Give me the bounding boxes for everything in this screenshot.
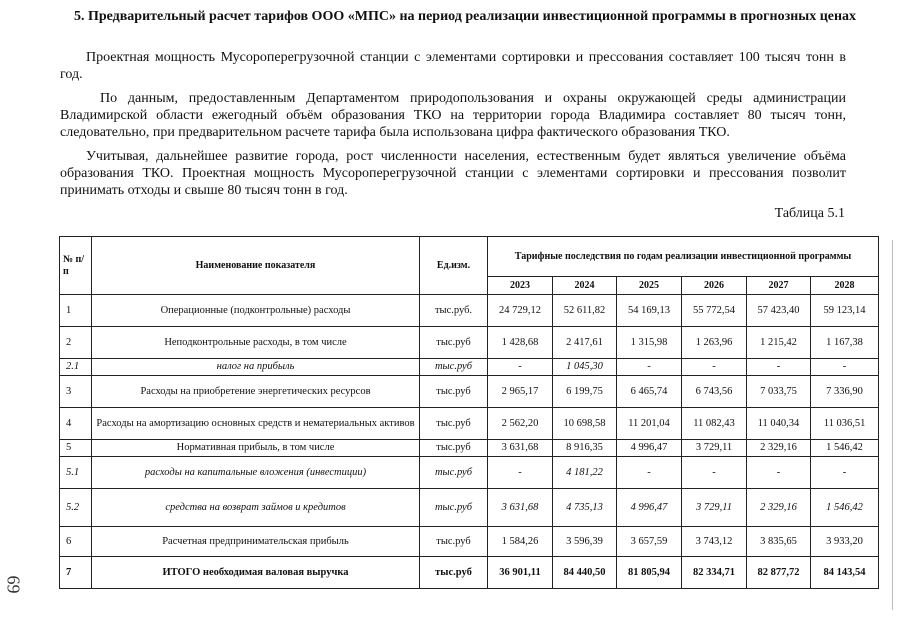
row-value: -	[747, 359, 811, 376]
scan-edge-line	[892, 240, 893, 610]
row-value: 82 877,72	[747, 557, 811, 589]
table-row	[60, 376, 879, 408]
header-unit: Ед.изм.	[420, 237, 488, 295]
row-value: 6 743,56	[682, 376, 747, 408]
row-value: 3 835,65	[747, 527, 811, 557]
row-unit: тыс.руб	[420, 457, 488, 489]
row-value: -	[811, 359, 879, 376]
header-year: 2028	[811, 277, 879, 295]
row-value: 55 772,54	[682, 295, 747, 327]
paragraph-capacity: Проектная мощность Мусороперегрузочной станции с элементами сортировки и прессования составляет 100 тысяч тонн в год.	[60, 50, 846, 82]
header-year-group: Тарифные последствия по годам реализации инвестиционной программы	[488, 237, 879, 277]
row-value: 84 440,50	[553, 557, 617, 589]
header-year: 2024	[553, 277, 617, 295]
row-value: 11 036,51	[811, 408, 879, 440]
row-num: 5.1	[60, 457, 92, 489]
row-value: 52 611,82	[553, 295, 617, 327]
row-value: 84 143,54	[811, 557, 879, 589]
table-row	[60, 457, 879, 489]
row-value: 3 933,20	[811, 527, 879, 557]
row-unit: тыс.руб.	[420, 295, 488, 327]
row-num: 3	[60, 376, 92, 408]
row-value: 59 123,14	[811, 295, 879, 327]
header-year: 2026	[682, 277, 747, 295]
row-num: 2.1	[60, 359, 92, 376]
row-value: 57 423,40	[747, 295, 811, 327]
row-value: 8 916,35	[553, 440, 617, 457]
row-name: налог на прибыль	[92, 359, 420, 376]
table-row	[60, 359, 879, 376]
row-value: -	[488, 457, 553, 489]
row-num: 5.2	[60, 489, 92, 527]
row-value: 2 329,16	[747, 489, 811, 527]
row-value: 2 965,17	[488, 376, 553, 408]
row-unit: тыс.руб	[420, 359, 488, 376]
table-row	[60, 489, 879, 527]
row-unit: тыс.руб	[420, 440, 488, 457]
row-name: ИТОГО необходимая валовая выручка	[92, 557, 420, 589]
header-num: № п/п	[60, 237, 92, 295]
row-num: 1	[60, 295, 92, 327]
row-value: 24 729,12	[488, 295, 553, 327]
margin-page-mark: 69	[3, 575, 24, 594]
row-unit: тыс.руб	[420, 376, 488, 408]
table-row-total	[60, 557, 879, 589]
row-value: 2 417,61	[553, 327, 617, 359]
section-heading: 5. Предварительный расчет тарифов ООО «МПС» на период реализации инвестиционной программы в прогнозных ценах	[73, 9, 857, 24]
row-value: 4 181,22	[553, 457, 617, 489]
tariff-table	[59, 236, 879, 589]
row-name: расходы на капитальные вложения (инвестиции)	[92, 457, 420, 489]
row-value: 7 336,90	[811, 376, 879, 408]
row-unit: тыс.руб	[420, 557, 488, 589]
row-unit: тыс.руб	[420, 527, 488, 557]
row-value: 3 596,39	[553, 527, 617, 557]
row-value: 4 735,13	[553, 489, 617, 527]
row-value: 3 729,11	[682, 489, 747, 527]
row-value: 3 657,59	[617, 527, 682, 557]
row-value: -	[617, 359, 682, 376]
row-value: 81 805,94	[617, 557, 682, 589]
row-value: 2 562,20	[488, 408, 553, 440]
row-value: 2 329,16	[747, 440, 811, 457]
row-value: 1 428,68	[488, 327, 553, 359]
row-value: 1 167,38	[811, 327, 879, 359]
paragraph-growth: Учитывая, дальнейшее развитие города, рост численности населения, естественным будет являться увеличение объёма образования ТКО. Проектная мощность Мусороперегрузочной станции с элементами сортировки и прессования позволит принимать отходы и свыше 80 тысяч тонн в год.	[60, 149, 846, 198]
row-name: Нормативная прибыль, в том числе	[92, 440, 420, 457]
row-value: 1 315,98	[617, 327, 682, 359]
table-row	[60, 440, 879, 457]
header-year: 2025	[617, 277, 682, 295]
row-name: Расходы на амортизацию основных средств и нематериальных активов	[92, 408, 420, 440]
row-num: 4	[60, 408, 92, 440]
table-row	[60, 327, 879, 359]
table-header-row	[60, 237, 879, 277]
row-value: 6 199,75	[553, 376, 617, 408]
row-unit: тыс.руб	[420, 408, 488, 440]
table-row	[60, 295, 879, 327]
row-value: 1 584,26	[488, 527, 553, 557]
row-unit: тыс.руб	[420, 327, 488, 359]
row-value: 3 729,11	[682, 440, 747, 457]
row-value: -	[747, 457, 811, 489]
header-name: Наименование показателя	[92, 237, 420, 295]
row-value: 82 334,71	[682, 557, 747, 589]
row-value: 3 743,12	[682, 527, 747, 557]
row-value: 4 996,47	[617, 440, 682, 457]
row-value: 1 546,42	[811, 440, 879, 457]
row-value: 54 169,13	[617, 295, 682, 327]
row-value: 7 033,75	[747, 376, 811, 408]
header-year: 2027	[747, 277, 811, 295]
row-value: 10 698,58	[553, 408, 617, 440]
row-name: Расчетная предпринимательская прибыль	[92, 527, 420, 557]
row-num: 7	[60, 557, 92, 589]
row-value: 1 546,42	[811, 489, 879, 527]
row-num: 5	[60, 440, 92, 457]
table-row	[60, 408, 879, 440]
row-value: -	[682, 359, 747, 376]
row-num: 2	[60, 327, 92, 359]
row-num: 6	[60, 527, 92, 557]
row-value: 1 215,42	[747, 327, 811, 359]
table-caption: Таблица 5.1	[774, 206, 845, 221]
row-value: 36 901,11	[488, 557, 553, 589]
row-value: 3 631,68	[488, 440, 553, 457]
row-value: 11 201,04	[617, 408, 682, 440]
row-value: 11 082,43	[682, 408, 747, 440]
row-unit: тыс.руб	[420, 489, 488, 527]
row-value: 4 996,47	[617, 489, 682, 527]
table-row	[60, 527, 879, 557]
row-name: Операционные (подконтрольные) расходы	[92, 295, 420, 327]
paragraph-volume: По данным, предоставленным Департаментом природопользования и охраны окружающей среды администрации Владимирской области ежегодный объём образования ТКО на территории города Владимира составляет 80 тысяч тонн, следовательно, при предварительном расчете тарифа была использована цифра фактического образования ТКО.	[60, 91, 846, 140]
row-name: Неподконтрольные расходы, в том числе	[92, 327, 420, 359]
row-value: -	[811, 457, 879, 489]
row-value: 1 045,30	[553, 359, 617, 376]
row-name: Расходы на приобретение энергетических ресурсов	[92, 376, 420, 408]
header-year: 2023	[488, 277, 553, 295]
row-value: 6 465,74	[617, 376, 682, 408]
row-value: -	[488, 359, 553, 376]
row-value: -	[617, 457, 682, 489]
row-value: 11 040,34	[747, 408, 811, 440]
row-value: 1 263,96	[682, 327, 747, 359]
row-name: средства на возврат займов и кредитов	[92, 489, 420, 527]
row-value: -	[682, 457, 747, 489]
row-value: 3 631,68	[488, 489, 553, 527]
